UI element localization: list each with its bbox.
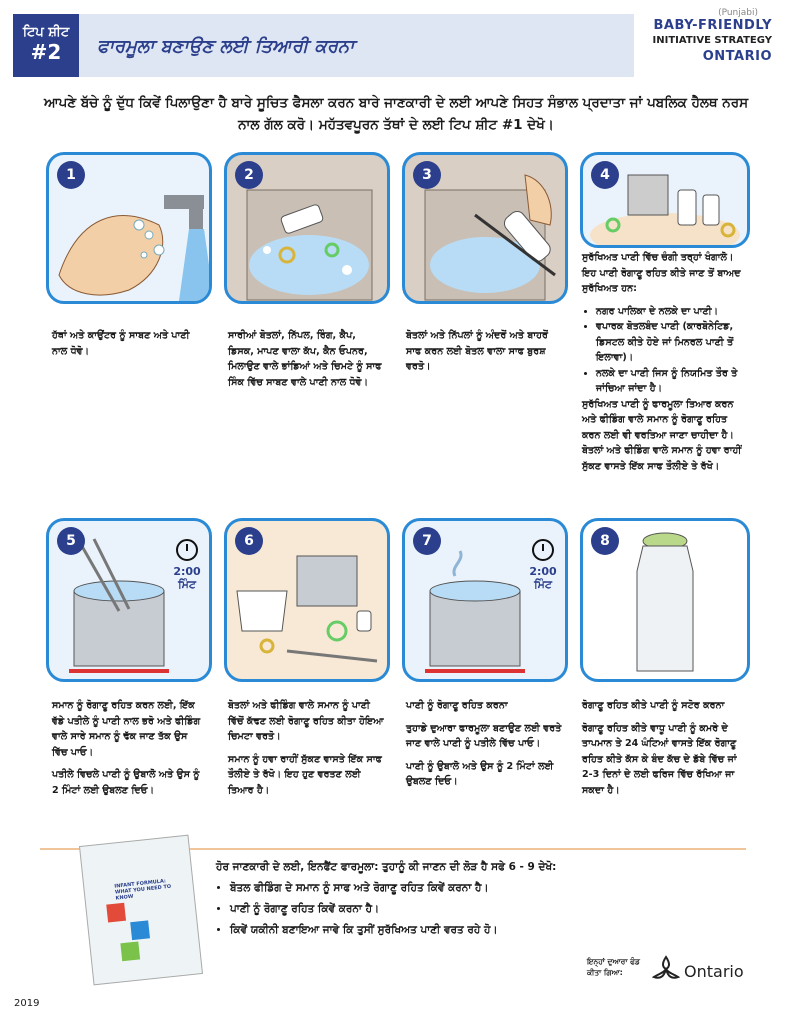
booklet-title: INFANT FORMULA: WHAT YOU NEED TO KNOW	[114, 878, 172, 902]
step-4-intro: ਸੁਰੱਖਿਅਤ ਪਾਣੀ ਵਿੱਚ ਚੰਗੀ ਤਰ੍ਹਾਂ ਖੰਗਾਲੋ। ਇਹ ਪਾਣੀ ਰੋਗਾਣੂ ਰਹਿਤ ਕੀਤੇ ਜਾਣ ਤੋਂ ਬਾਅਦ ਸੁਰੱਖਿਅਤ ਹਨ:	[582, 252, 741, 294]
brand-line-1: BABY-FRIENDLY	[653, 18, 772, 33]
funded-by-label: ਇਨ੍ਹਾਂ ਦੁਆਰਾ ਫੰਡ ਕੀਤਾ ਗਿਆ:	[587, 957, 640, 977]
badge-number: #2	[30, 40, 62, 64]
step-1-number: 1	[57, 161, 85, 189]
more-info	[216, 857, 736, 941]
timer-unit: ਮਿੰਟ	[178, 578, 196, 591]
more-info-lead: ਹੋਰ ਜਾਣਕਾਰੀ ਦੇ ਲਈ, ਇਨਫੈਂਟ ਫਾਰਮੂਲਾ: ਤੁਹਾਨੂੰ ਕੀ ਜਾਣਨ ਦੀ ਲੋੜ ਹੈ ਸਫੇ 6 - 9 ਦੇਖੋ:	[216, 861, 557, 873]
step-3-number: 3	[413, 161, 441, 189]
trillium-icon	[652, 955, 680, 983]
step-4-number: 4	[591, 161, 619, 189]
toy-block-icon	[106, 903, 126, 923]
step-7-para-1: ਤੁਹਾਡੇ ਦੁਆਰਾ ਫਾਰਮੂਲਾ ਬਣਾਉਣ ਲਈ ਵਰਤੇ ਜਾਣ ਵਾਲੇ ਪਾਣੀ ਨੂੰ ਪਤੀਲੇ ਵਿੱਚ ਪਾਓ।	[406, 722, 562, 749]
step-6-illustration	[224, 518, 390, 682]
badge-label: ਟਿਪ ਸ਼ੀਟ	[22, 25, 70, 40]
timer-5	[167, 539, 207, 591]
safe-water-list	[582, 304, 747, 397]
brand-line-2: INITIATIVE STRATEGY	[652, 35, 772, 46]
step-2-illustration	[224, 152, 390, 304]
step-5-para-1: ਸਮਾਨ ਨੂੰ ਰੋਗਾਣੂ ਰਹਿਤ ਕਰਨ ਲਈ, ਇੱਕ ਵੱਡੇ ਪਤੀਲੇ ਨੂੰ ਪਾਣੀ ਨਾਲ ਭਰੋ ਅਤੇ ਫੀਡਿੰਗ ਵਾਲੇ ਸਾਰੇ ਸਮਾਨ ਨੂੰ ਢੱਕ ਜਾਣ ਤੱਕ ਉਸ ਵਿੱਚ ਪਾਓ।	[52, 700, 201, 758]
step-2-text: ਸਾਰੀਆਂ ਬੋਤਲਾਂ, ਨਿੱਪਲ, ਰਿੰਗ, ਕੈਪ, ਡਿਸਕ, ਮਾਪਣ ਵਾਲਾ ਕੱਪ, ਕੈਨ ਓਪਨਰ, ਮਿਲਾਉਣ ਵਾਲੇ ਭਾਂਡਿਆਂ ਅਤੇ ਚਿਮਟੇ ਨੂੰ ਸਾਫ ਸਿੰਕ ਵਿੱਚ ਸਾਬਣ ਵਾਲੇ ਪਾਣੀ ਨਾਲ ਧੋਵੋ।	[228, 330, 382, 388]
timer-value: 2:00	[173, 565, 201, 578]
step-5-number: 5	[57, 527, 85, 555]
toy-block-icon	[120, 941, 140, 961]
step-8-para-1: ਰੋਗਾਣੂ ਰਹਿਤ ਕੀਤੇ ਵਾਧੂ ਪਾਣੀ ਨੂੰ ਕਮਰੇ ਦੇ ਤਾਪਮਾਨ ਤੇ 24 ਘੰਟਿਆਂ ਵਾਸਤੇ ਇੱਕ ਰੋਗਾਣੂ ਰਹਿਤ ਕੀਤੇ ਕੱਸ ਕੇ ਬੰਦ ਕੱਚ ਦੇ ਡੱਬੇ ਵਿੱਚ ਜਾਂ 2-3 ਦਿਨਾਂ ਦੇ ਲਈ ਫਰਿਜ ਵਿੱਚ ਰੱਖਿਆ ਜਾ ਸਕਦਾ ਹੈ।	[582, 722, 737, 796]
title-bar	[79, 14, 634, 77]
step-7-heading: ਪਾਣੀ ਨੂੰ ਰੋਗਾਣੂ ਰਹਿਤ ਕਰਨਾ	[406, 700, 508, 711]
step-7-illustration	[402, 518, 568, 682]
toy-block-icon	[130, 920, 150, 940]
step-2-number: 2	[235, 161, 263, 189]
page-title: ਫਾਰਮੂਲਾ ਬਣਾਉਣ ਲਈ ਤਿਆਰੀ ਕਰਨਾ	[97, 36, 355, 57]
step-8-text	[582, 698, 744, 805]
list-item: • ਨਲਕੇ ਦਾ ਪਾਣੀ ਜਿਸ ਨੂੰ ਨਿਯਮਿਤ ਤੌਰ ਤੇ ਜਾਂਚਿਆ ਜਾਂਦਾ ਹੈ।	[596, 366, 747, 397]
list-item: • ਵਪਾਰਕ ਬੋਤਲਬੰਦ ਪਾਣੀ (ਕਾਰਬੋਨੇਟਿਡ, ਡਿਸਟਲ ਕੀਤੇ ਹੋਏ ਜਾਂ ਮਿਨਰਲ ਪਾਣੀ ਤੋਂ ਇਲਾਵਾ)।	[596, 319, 747, 366]
step-3-illustration	[402, 152, 568, 304]
step-1-text: ਹੱਥਾਂ ਅਤੇ ਕਾਉਂਟਰ ਨੂੰ ਸਾਬਣ ਅਤੇ ਪਾਣੀ ਨਾਲ ਧੋਵੋ।	[52, 330, 190, 357]
step-8-number: 8	[591, 527, 619, 555]
language-tag: (Punjabi)	[718, 8, 758, 18]
brand-line-3: ONTARIO	[702, 49, 772, 64]
step-5-para-2: ਪਤੀਲੇ ਵਿਚਲੇ ਪਾਣੀ ਨੂੰ ਉਬਾਲੋ ਅਤੇ ਉਸ ਨੂੰ 2 ਮਿੰਟਾਂ ਲਈ ਉਬਲਣ ਦਿਓ।	[52, 769, 200, 796]
step-5-illustration	[46, 518, 212, 682]
ontario-wordmark: Ontario	[684, 962, 744, 981]
list-item: • ਬੋਤਲ ਫੀਡਿੰਗ ਦੇ ਸਮਾਨ ਨੂੰ ਸਾਫ ਅਤੇ ਰੋਗਾਣੂ ਰਹਿਤ ਕਿਵੇਂ ਕਰਨਾ ਹੈ।	[230, 878, 736, 899]
publication-year: 2019	[14, 998, 40, 1009]
timer-7	[523, 539, 563, 591]
step-3-text: ਬੋਤਲਾਂ ਅਤੇ ਨਿੱਪਲਾਂ ਨੂੰ ਅੰਦਰੋਂ ਅਤੇ ਬਾਹਰੋਂ ਸਾਫ ਕਰਨ ਲਈ ਬੋਤਲ ਵਾਲਾ ਸਾਫ ਬੁਰਸ਼ ਵਰਤੋ।	[406, 330, 548, 372]
step-4-illustration	[580, 152, 750, 248]
intro-paragraph: ਆਪਣੇ ਬੱਚੇ ਨੂੰ ਦੁੱਧ ਕਿਵੇਂ ਪਿਲਾਉਣਾ ਹੈ ਬਾਰੇ ਸੂਚਿਤ ਫੈਸਲਾ ਕਰਨ ਬਾਰੇ ਜਾਣਕਾਰੀ ਦੇ ਲਈ ਆਪਣੇ ਸਿਹਤ ਸੰਭਾਲ ਪ੍ਰਦਾਤਾ ਜਾਂ ਪਬਲਿਕ ਹੈਲਥ ਨਰਸ ਨਾਲ ਗੱਲ ਕਰੋ। ਮਹੱਤਵਪੂਰਨ ਤੱਥਾਂ ਦੇ ਲਈ ਟਿਪ ਸ਼ੀਟ #1 ਦੇਖੋ।	[43, 95, 749, 133]
step-8-illustration	[580, 518, 750, 682]
step-7-para-2: ਪਾਣੀ ਨੂੰ ਉਬਾਲੋ ਅਤੇ ਉਸ ਨੂੰ 2 ਮਿੰਟਾਂ ਲਈ ਉਬਲਣ ਦਿਓ।	[406, 760, 554, 787]
booklet-cover-image	[79, 835, 203, 986]
stopwatch-icon	[176, 539, 198, 561]
step-4-text	[582, 250, 747, 481]
list-item: • ਕਿਵੇਂ ਯਕੀਨੀ ਬਣਾਇਆ ਜਾਵੇ ਕਿ ਤੁਸੀਂ ਸੁਰੱਖਿਅਤ ਪਾਣੀ ਵਰਤ ਰਹੇ ਹੋ।	[230, 920, 736, 941]
step-7-number: 7	[413, 527, 441, 555]
step-4-outro: ਸੁਰੱਖਿਅਤ ਪਾਣੀ ਨੂੰ ਫਾਰਮੂਲਾ ਤਿਆਰ ਕਰਨ ਅਤੇ ਫੀਡਿੰਗ ਵਾਲੇ ਸਮਾਨ ਨੂੰ ਰੋਗਾਣੂ ਰਹਿਤ ਕਰਨ ਲਈ ਵੀ ਵਰਤਿਆ ਜਾਣਾ ਚਾਹੀਦਾ ਹੈ। ਬੋਤਲਾਂ ਅਤੇ ਫੀਡਿੰਗ ਵਾਲੇ ਸਮਾਨ ਨੂੰ ਹਵਾ ਰਾਹੀਂ ਸੁੱਕਣ ਵਾਸਤੇ ਇੱਕ ਸਾਫ ਤੌਲੀਏ ਤੇ ਰੱਖੋ।	[582, 398, 742, 472]
timer-unit: ਮਿੰਟ	[534, 578, 552, 591]
list-item: • ਪਾਣੀ ਨੂੰ ਰੋਗਾਣੂ ਰਹਿਤ ਕਿਵੇਂ ਕਰਨਾ ਹੈ।	[230, 899, 736, 920]
list-item: • ਨਗਰ ਪਾਲਿਕਾ ਦੇ ਨਲਕੇ ਦਾ ਪਾਣੀ।	[596, 304, 747, 320]
bfi-brand-logo	[652, 8, 772, 64]
step-6-number: 6	[235, 527, 263, 555]
step-7-text	[406, 698, 562, 797]
step-6-para-2: ਸਮਾਨ ਨੂੰ ਹਵਾ ਰਾਹੀਂ ਸੁੱਕਣ ਵਾਸਤੇ ਇੱਕ ਸਾਫ ਤੌਲੀਏ ਤੇ ਰੱਖੋ। ਇਹ ਹੁਣ ਵਰਤਣ ਲਈ ਤਿਆਰ ਹੈ।	[228, 753, 382, 796]
step-6-para-1: ਬੋਤਲਾਂ ਅਤੇ ਫੀਡਿੰਗ ਵਾਲੇ ਸਮਾਨ ਨੂੰ ਪਾਣੀ ਵਿੱਚੋਂ ਕੱਢਣ ਲਈ ਰੋਗਾਣੂ ਰਹਿਤ ਕੀਤਾ ਹੋਇਆ ਚਿਮਟਾ ਵਰਤੋ।	[228, 700, 384, 742]
stopwatch-icon	[532, 539, 554, 561]
step-5-text	[52, 698, 204, 805]
step-1-illustration	[46, 152, 212, 304]
timer-value: 2:00	[529, 565, 557, 578]
more-info-list	[216, 878, 736, 941]
step-6-text	[228, 698, 384, 805]
tip-sheet-badge	[13, 14, 79, 77]
step-8-heading: ਰੋਗਾਣੂ ਰਹਿਤ ਕੀਤੇ ਪਾਣੀ ਨੂੰ ਸਟੋਰ ਕਰਨਾ	[582, 700, 725, 711]
